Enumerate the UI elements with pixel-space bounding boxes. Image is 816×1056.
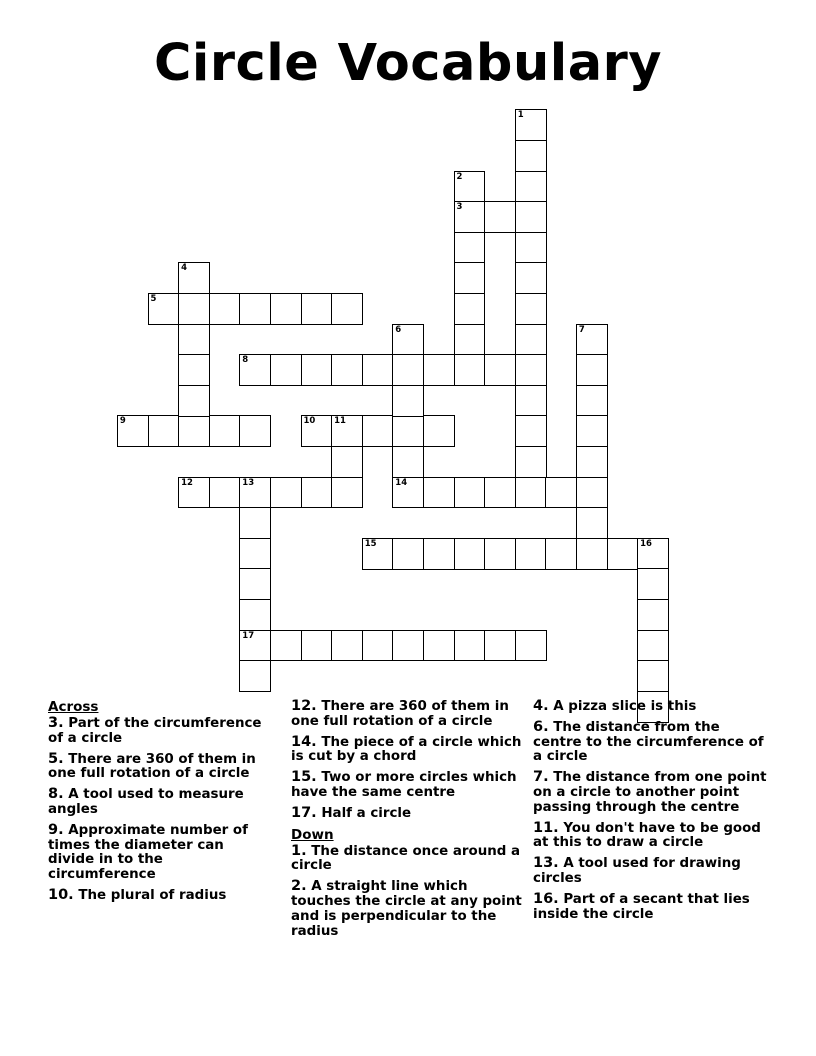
- grid-cell[interactable]: [209, 477, 241, 509]
- clue-item-text: Half a circle: [316, 805, 412, 821]
- clue-item: [48, 787, 268, 818]
- clue-item: [533, 699, 768, 715]
- clue-item: [48, 716, 268, 747]
- grid-cell[interactable]: [454, 262, 486, 294]
- grid-cell[interactable]: [484, 477, 516, 509]
- clue-number: 13: [242, 477, 255, 488]
- grid-cell[interactable]: [454, 293, 486, 325]
- clue-item: [533, 821, 768, 852]
- grid-cell[interactable]: [515, 232, 547, 264]
- grid-cell[interactable]: [331, 293, 363, 325]
- grid-cell[interactable]: [301, 415, 333, 447]
- clue-item-text: The piece of a circle which is cut by a chord: [291, 734, 522, 765]
- grid-cell[interactable]: [515, 109, 547, 141]
- clue-item-number: 8.: [48, 786, 64, 803]
- grid-cell[interactable]: [576, 477, 608, 509]
- grid-cell[interactable]: [239, 538, 271, 570]
- grid-cell[interactable]: [178, 477, 210, 509]
- grid-cell[interactable]: [209, 293, 241, 325]
- clue-item: [291, 770, 526, 801]
- grid-cell[interactable]: [576, 324, 608, 356]
- grid-cell[interactable]: [484, 538, 516, 570]
- clue-number: 6: [395, 324, 402, 335]
- grid-cell[interactable]: [637, 599, 669, 631]
- clue-item: [291, 735, 526, 766]
- clue-number: 10: [303, 416, 316, 427]
- grid-cell[interactable]: [576, 507, 608, 539]
- clue-item-number: 12.: [291, 698, 317, 714]
- down-clue-list: [291, 844, 526, 940]
- grid-cell[interactable]: [454, 324, 486, 356]
- grid-cell[interactable]: [637, 568, 669, 600]
- grid-cell[interactable]: [301, 354, 333, 386]
- grid-cell[interactable]: [178, 293, 210, 325]
- clue-item-text: A straight line which touches the circle at any point and is perpendicular to the radius: [291, 879, 522, 939]
- clue-number: 9: [119, 416, 126, 427]
- grid-cell[interactable]: [545, 477, 577, 509]
- clue-item-text: The distance once around a circle: [291, 843, 521, 874]
- clue-item-number: 13.: [533, 855, 559, 872]
- grid-cell[interactable]: [178, 385, 210, 417]
- across-clue-list: [48, 716, 268, 904]
- grid-cell[interactable]: [515, 293, 547, 325]
- clue-item: [533, 892, 768, 923]
- grid-cell[interactable]: [239, 507, 271, 539]
- across-header: Across: [48, 699, 99, 715]
- grid-cell[interactable]: [637, 660, 669, 692]
- grid-cell[interactable]: [239, 660, 271, 692]
- clue-item-text: There are 360 of them in one full rotation of a circle: [48, 751, 256, 782]
- grid-cell[interactable]: [362, 354, 394, 386]
- grid-cell[interactable]: [209, 415, 241, 447]
- grid-cell[interactable]: [392, 446, 424, 478]
- grid-cell[interactable]: [392, 415, 424, 447]
- clues-column-3: [533, 699, 768, 927]
- grid-cell[interactable]: [362, 630, 394, 662]
- grid-cell[interactable]: [454, 171, 486, 203]
- across-clue-list: [291, 699, 526, 822]
- clue-item-text: Two or more circles which have the same centre: [291, 770, 517, 800]
- clue-number: 17: [242, 630, 255, 641]
- grid-cell[interactable]: [270, 354, 302, 386]
- grid-cell[interactable]: [239, 477, 271, 509]
- grid-cell[interactable]: [392, 385, 424, 417]
- grid-cell[interactable]: [515, 324, 547, 356]
- clue-number: 1: [517, 110, 524, 121]
- clue-item: [291, 699, 526, 730]
- grid-cell[interactable]: [178, 354, 210, 386]
- grid-cell[interactable]: [362, 415, 394, 447]
- grid-cell[interactable]: [515, 415, 547, 447]
- grid-cell[interactable]: [331, 630, 363, 662]
- grid-cell[interactable]: [454, 538, 486, 570]
- grid-cell[interactable]: [423, 415, 455, 447]
- grid-cell[interactable]: [331, 446, 363, 478]
- clue-item-number: 15.: [291, 769, 317, 786]
- grid-cell[interactable]: [515, 171, 547, 203]
- grid-cell[interactable]: [362, 538, 394, 570]
- clue-number: 16: [640, 538, 652, 549]
- grid-cell[interactable]: [515, 538, 547, 570]
- grid-cell[interactable]: [484, 201, 516, 233]
- grid-cell[interactable]: [576, 385, 608, 417]
- clue-item-number: 10.: [48, 886, 74, 903]
- clue-item-number: 11.: [533, 819, 559, 836]
- grid-cell[interactable]: [484, 354, 516, 386]
- clue-number: 4: [181, 263, 188, 274]
- grid-cell[interactable]: [576, 354, 608, 386]
- clue-number: 12: [181, 477, 193, 488]
- grid-cell[interactable]: [545, 538, 577, 570]
- grid-cell[interactable]: [423, 354, 455, 386]
- grid-cell[interactable]: [484, 630, 516, 662]
- clue-item-text: Part of a secant that lies inside the circle: [533, 891, 750, 922]
- grid-cell[interactable]: [454, 354, 486, 386]
- down-header: Down: [291, 826, 334, 843]
- clue-item-number: 16.: [533, 890, 559, 907]
- grid-cell[interactable]: [423, 538, 455, 570]
- grid-cell[interactable]: [270, 477, 302, 509]
- grid-cell[interactable]: [423, 477, 455, 509]
- grid-cell[interactable]: [515, 201, 547, 233]
- grid-cell[interactable]: [301, 630, 333, 662]
- clues-column-2: [291, 699, 526, 944]
- clue-item-text: The distance from one point on a circle to another point passing through the centre: [533, 770, 767, 815]
- grid-cell[interactable]: [270, 630, 302, 662]
- grid-cell[interactable]: [178, 324, 210, 356]
- grid-cell[interactable]: [331, 354, 363, 386]
- clue-number: 8: [242, 355, 249, 366]
- clue-item-number: 17.: [291, 804, 317, 821]
- clue-item-text: Part of the circumference of a circle: [48, 716, 262, 746]
- grid-cell[interactable]: [576, 415, 608, 447]
- clue-item-number: 4.: [533, 698, 549, 714]
- clue-item-number: 1.: [291, 842, 307, 859]
- clue-item: [291, 879, 526, 939]
- clue-item-text: The distance from the centre to the circumference of a circle: [533, 719, 764, 765]
- clue-number: 7: [578, 324, 585, 335]
- grid-cell[interactable]: [454, 232, 486, 264]
- clue-item-text: The plural of radius: [73, 887, 227, 903]
- clue-number: 15: [364, 538, 377, 549]
- clue-item: [533, 720, 768, 765]
- grid-cell[interactable]: [178, 415, 210, 447]
- page-title: Circle Vocabulary: [153, 34, 663, 93]
- grid-cell[interactable]: [331, 477, 363, 509]
- grid-cell[interactable]: [454, 201, 486, 233]
- clue-item: [533, 770, 768, 815]
- grid-cell[interactable]: [301, 293, 333, 325]
- clue-number: 11: [334, 416, 346, 427]
- grid-cell[interactable]: [148, 293, 180, 325]
- grid-cell[interactable]: [392, 538, 424, 570]
- grid-cell[interactable]: [117, 415, 149, 447]
- grid-cell[interactable]: [239, 630, 271, 662]
- grid-cell[interactable]: [515, 385, 547, 417]
- down-clue-list: [533, 699, 768, 922]
- clue-number: 3: [456, 202, 463, 213]
- clue-item-text: A tool used to measure angles: [48, 787, 244, 817]
- clue-item-text: There are 360 of them in one full rotation of a circle: [291, 699, 509, 729]
- grid-cell[interactable]: [423, 630, 455, 662]
- grid-cell[interactable]: [576, 538, 608, 570]
- grid-cell[interactable]: [454, 630, 486, 662]
- grid-cell[interactable]: [239, 293, 271, 325]
- clue-item: [291, 806, 526, 822]
- clue-item: [48, 823, 268, 883]
- grid-cell[interactable]: [515, 477, 547, 509]
- grid-cell[interactable]: [392, 354, 424, 386]
- clue-item-text: You don't have to be good at this to draw a circle: [533, 820, 761, 851]
- grid-cell[interactable]: [576, 446, 608, 478]
- grid-cell[interactable]: [607, 538, 639, 570]
- grid-cell[interactable]: [239, 415, 271, 447]
- grid-cell[interactable]: [515, 354, 547, 386]
- clues-column-1: [48, 699, 268, 909]
- clue-number: 5: [150, 294, 157, 304]
- clue-item-number: 2.: [291, 878, 307, 895]
- grid-cell[interactable]: [515, 140, 547, 172]
- grid-cell[interactable]: [454, 477, 486, 509]
- clue-item-number: 5.: [48, 750, 64, 767]
- grid-cell[interactable]: [239, 568, 271, 600]
- clue-item-text: Approximate number of times the diameter can divide in to the circumference: [48, 822, 248, 883]
- clue-item-number: 7.: [533, 769, 549, 786]
- grid-cell[interactable]: [301, 477, 333, 509]
- clue-item: [291, 844, 526, 875]
- grid-cell[interactable]: [392, 630, 424, 662]
- clue-item-number: 9.: [48, 821, 64, 838]
- grid-cell[interactable]: [178, 262, 210, 294]
- grid-cell[interactable]: [515, 630, 547, 662]
- grid-cell[interactable]: [637, 538, 669, 570]
- grid-cell[interactable]: [392, 324, 424, 356]
- grid-cell[interactable]: [270, 293, 302, 325]
- clue-item-number: 6.: [533, 718, 549, 735]
- clue-item-text: A tool used for drawing circles: [533, 856, 741, 886]
- clue-number: 2: [456, 171, 463, 182]
- clue-item: [533, 856, 768, 887]
- clue-item: [48, 752, 268, 783]
- clue-item-text: A pizza slice is this: [548, 699, 697, 714]
- grid-cell[interactable]: [637, 630, 669, 662]
- grid-cell[interactable]: [239, 599, 271, 631]
- grid-cell[interactable]: [148, 415, 180, 447]
- clue-item-number: 3.: [48, 715, 64, 731]
- grid-cell[interactable]: [515, 262, 547, 294]
- clue-number: 14: [395, 477, 408, 488]
- grid-cell[interactable]: [515, 446, 547, 478]
- clue-item: [48, 888, 268, 904]
- grid-cell[interactable]: [331, 415, 363, 447]
- grid-cell[interactable]: [392, 477, 424, 509]
- clue-item-number: 14.: [291, 733, 317, 750]
- grid-cell[interactable]: [239, 354, 271, 386]
